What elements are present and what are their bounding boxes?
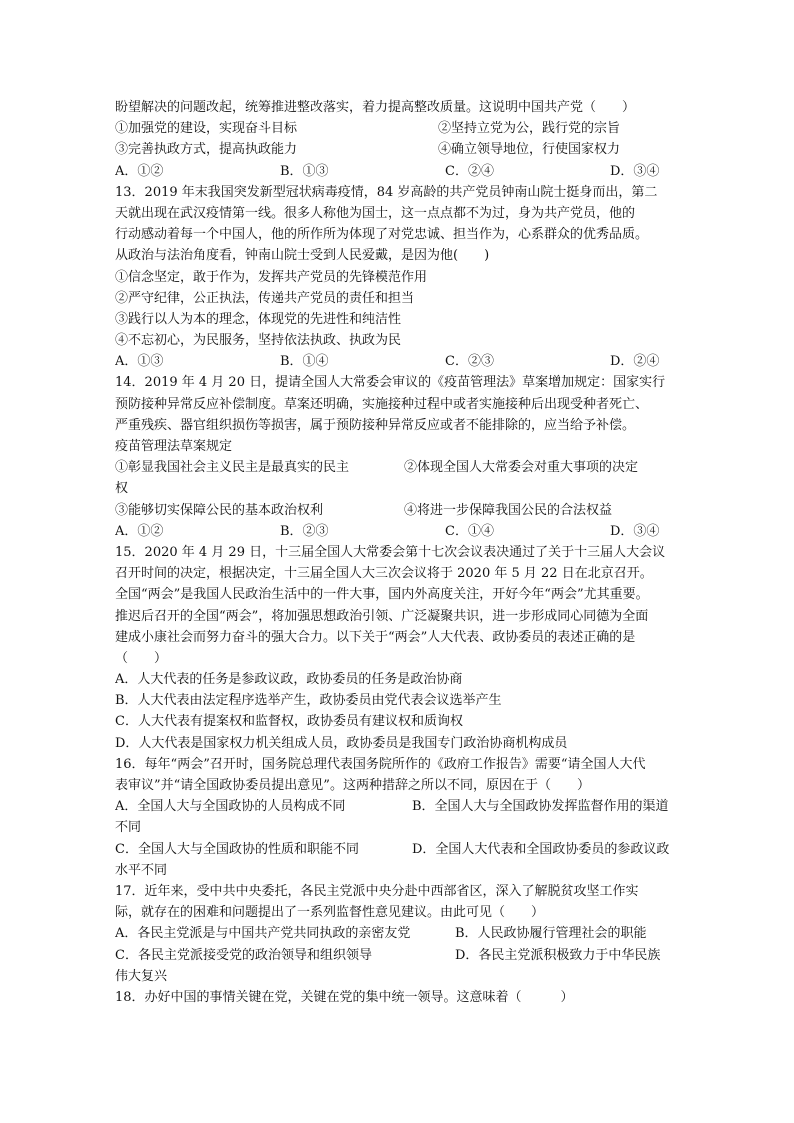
answer-c: C．各民主党派接受党的政治领导和组织领导 (115, 947, 372, 963)
answer-b: B．人民政协履行管理社会的职能 (455, 926, 647, 942)
question-13-text: 13．2019 年末我国突发新型冠状病毒疫情，84 岁高龄的共产党员钟南山院士挺身而出，第二 (115, 184, 658, 200)
question-15-text: 召开时间的决定，根据决定，十三届全国人大三次会议将于 2020 年 5 月 22 日在北京召开。 (115, 566, 653, 582)
answer-continuation: 伟大复兴 (115, 968, 168, 984)
option: ②严守纪律，公正执法，传递共产党员的责任和担当 (115, 290, 415, 306)
question-15-text: 推迟后召开的全国“两会”，将加强思想政治引领、广泛凝聚共识，进一步形成同心同德为全面 (115, 608, 649, 624)
question-13-text: 行动感动着每一个中国人，他的所作所为体现了对党忠诚、担当作为，心系群众的优秀品质。 (115, 227, 649, 243)
question-text: 盼望解决的问题改起，统筹推进整改落实，着力提高整改质量。这说明中国共产党（ ） (115, 100, 636, 115)
question-14-text: 疫苗管理法草案规定 (115, 439, 233, 454)
option: ①加强党的建设，实现奋斗目标 (115, 121, 298, 137)
option: ④将进一步保障我国公民的合法权益 (404, 502, 613, 518)
answer-d: D．各民主党派积极致力于中华民族 (455, 947, 661, 963)
answer-c: C．全国人大与全国政协的性质和职能不同 (115, 841, 359, 857)
answer-c: C．②③ (445, 354, 494, 370)
answer-d: D．③④ (610, 523, 660, 539)
option: ④确立领导地位，行使国家权力 (438, 142, 621, 158)
answer-d: D．②④ (610, 354, 660, 370)
question-14-text: 14．2019 年 4 月 20 日，提请全国人大常委会审议的《疫苗管理法》草案增加规定：国家实行 (115, 375, 666, 391)
answer-d: D．③④ (610, 163, 660, 179)
answer-row (115, 923, 685, 944)
answer-a: A．①② (115, 163, 164, 179)
answer-row (115, 351, 685, 372)
question-13-text: 从政治与法治角度看，钟南山院士受到人民爱戴，是因为他( ) (115, 248, 490, 264)
answer-b: B．全国人大与全国政协发挥监督作用的渠道 (412, 799, 669, 815)
answer-a: A．①② (115, 523, 164, 539)
option-row (115, 118, 685, 139)
question-17-text: 17．近年来，受中共中央委托，各民主党派中央分赴中西部省区，深入了解脱贫攻坚工作实 (115, 883, 639, 899)
answer-row (115, 945, 685, 966)
option: ①彰显我国社会主义民主是最真实的民主 (115, 460, 350, 476)
question-17-text: 际，就存在的困难和问题提出了一系列监督性意见建议。由此可见（ ） (115, 905, 545, 921)
option: ③能够切实保障公民的基本政治权利 (115, 502, 324, 518)
option-row (115, 457, 685, 478)
answer-c: C．人大代表有提案权和监督权，政协委员有建议权和质询权 (115, 714, 463, 730)
answer-b: B．人大代表由法定程序选举产生，政协委员由党代表会议选举产生 (115, 693, 502, 709)
option: ③完善执政方式，提高执政能力 (115, 142, 298, 158)
option-row (115, 139, 685, 160)
question-18-text: 18．办好中国的事情关键在党，关键在党的集中统一领导。这意味着（ ） (115, 989, 574, 1005)
question-15-text: 建成小康社会而努力奋斗的强大合力。以下关于“两会”人大代表、政协委员的表述正确的是 (115, 629, 636, 645)
question-14-text: 严重残疾、器官组织损伤等损害，属于预防接种异常反应或者不能排除的，应当给予补偿。 (115, 417, 636, 433)
answer-c: C．②④ (445, 163, 494, 179)
question-16-text: 16．每年“两会”召开时，国务院总理代表国务院所作的《政府工作报告》需要“请全国人大代 (115, 756, 646, 772)
question-13-text: 天就出现在武汉疫情第一线。很多人称他为国士，这一点点都不为过，身为共产党员，他的 (115, 205, 636, 221)
answer-row (115, 839, 685, 860)
answer-a: A．人大代表的任务是参政议政，政协委员的任务是政治协商 (115, 672, 463, 688)
option: ②坚持立党为公，践行党的宗旨 (438, 121, 621, 137)
option: ③践行以人为本的理念，体现党的先进性和纯洁性 (115, 311, 402, 327)
question-15-text: 15．2020 年 4 月 29 日，十三届全国人大常委会第十七次会议表决通过了关于十三届人大会议 (115, 544, 666, 560)
question-15-text: 全国“两会”是我国人民政治生活中的一件大事，国内外高度关注，开好今年“两会”尤其重要。 (115, 587, 649, 603)
answer-d: D．全国人大代表和全国政协委员的参政议政 (412, 841, 670, 857)
option: ①信念坚定，敢于作为，发挥共产党员的先锋模范作用 (115, 269, 428, 285)
option-continuation: 权 (115, 481, 129, 497)
answer-row (115, 161, 685, 182)
option: ②体现全国人大常委会对重大事项的决定 (404, 460, 639, 476)
answer-continuation: 水平不同 (115, 862, 168, 878)
answer-row (115, 796, 685, 817)
answer-c: C．①④ (445, 523, 494, 539)
answer-d: D．人大代表是国家权力机关组成人员，政协委员是我国专门政治协商机构成员 (115, 735, 568, 751)
exam-page (115, 97, 685, 1008)
answer-b: B．①③ (280, 163, 329, 179)
question-14-text: 预防接种异常反应补偿制度。草案还明确，实施接种过程中或者实施接种后出现受种者死亡、 (115, 396, 649, 412)
answer-a: A．全国人大与全国政协的人员构成不同 (115, 799, 346, 815)
option-row (115, 500, 685, 521)
answer-continuation: 不同 (115, 820, 142, 836)
question-16-text: 表审议”并“请全国政协委员提出意见”。这两种措辞之所以不同，原因在于（ ） (115, 778, 590, 793)
answer-b: B．②③ (280, 523, 329, 539)
answer-row (115, 521, 685, 542)
option: ④不忘初心，为民服务，坚持依法执政、执政为民 (115, 333, 402, 349)
answer-a: A．各民主党派是与中国共产党共同执政的亲密友党 (115, 926, 411, 942)
answer-a: A．①③ (115, 354, 164, 370)
question-15-text: （ ） (115, 650, 168, 666)
answer-b: B．①④ (280, 354, 329, 370)
